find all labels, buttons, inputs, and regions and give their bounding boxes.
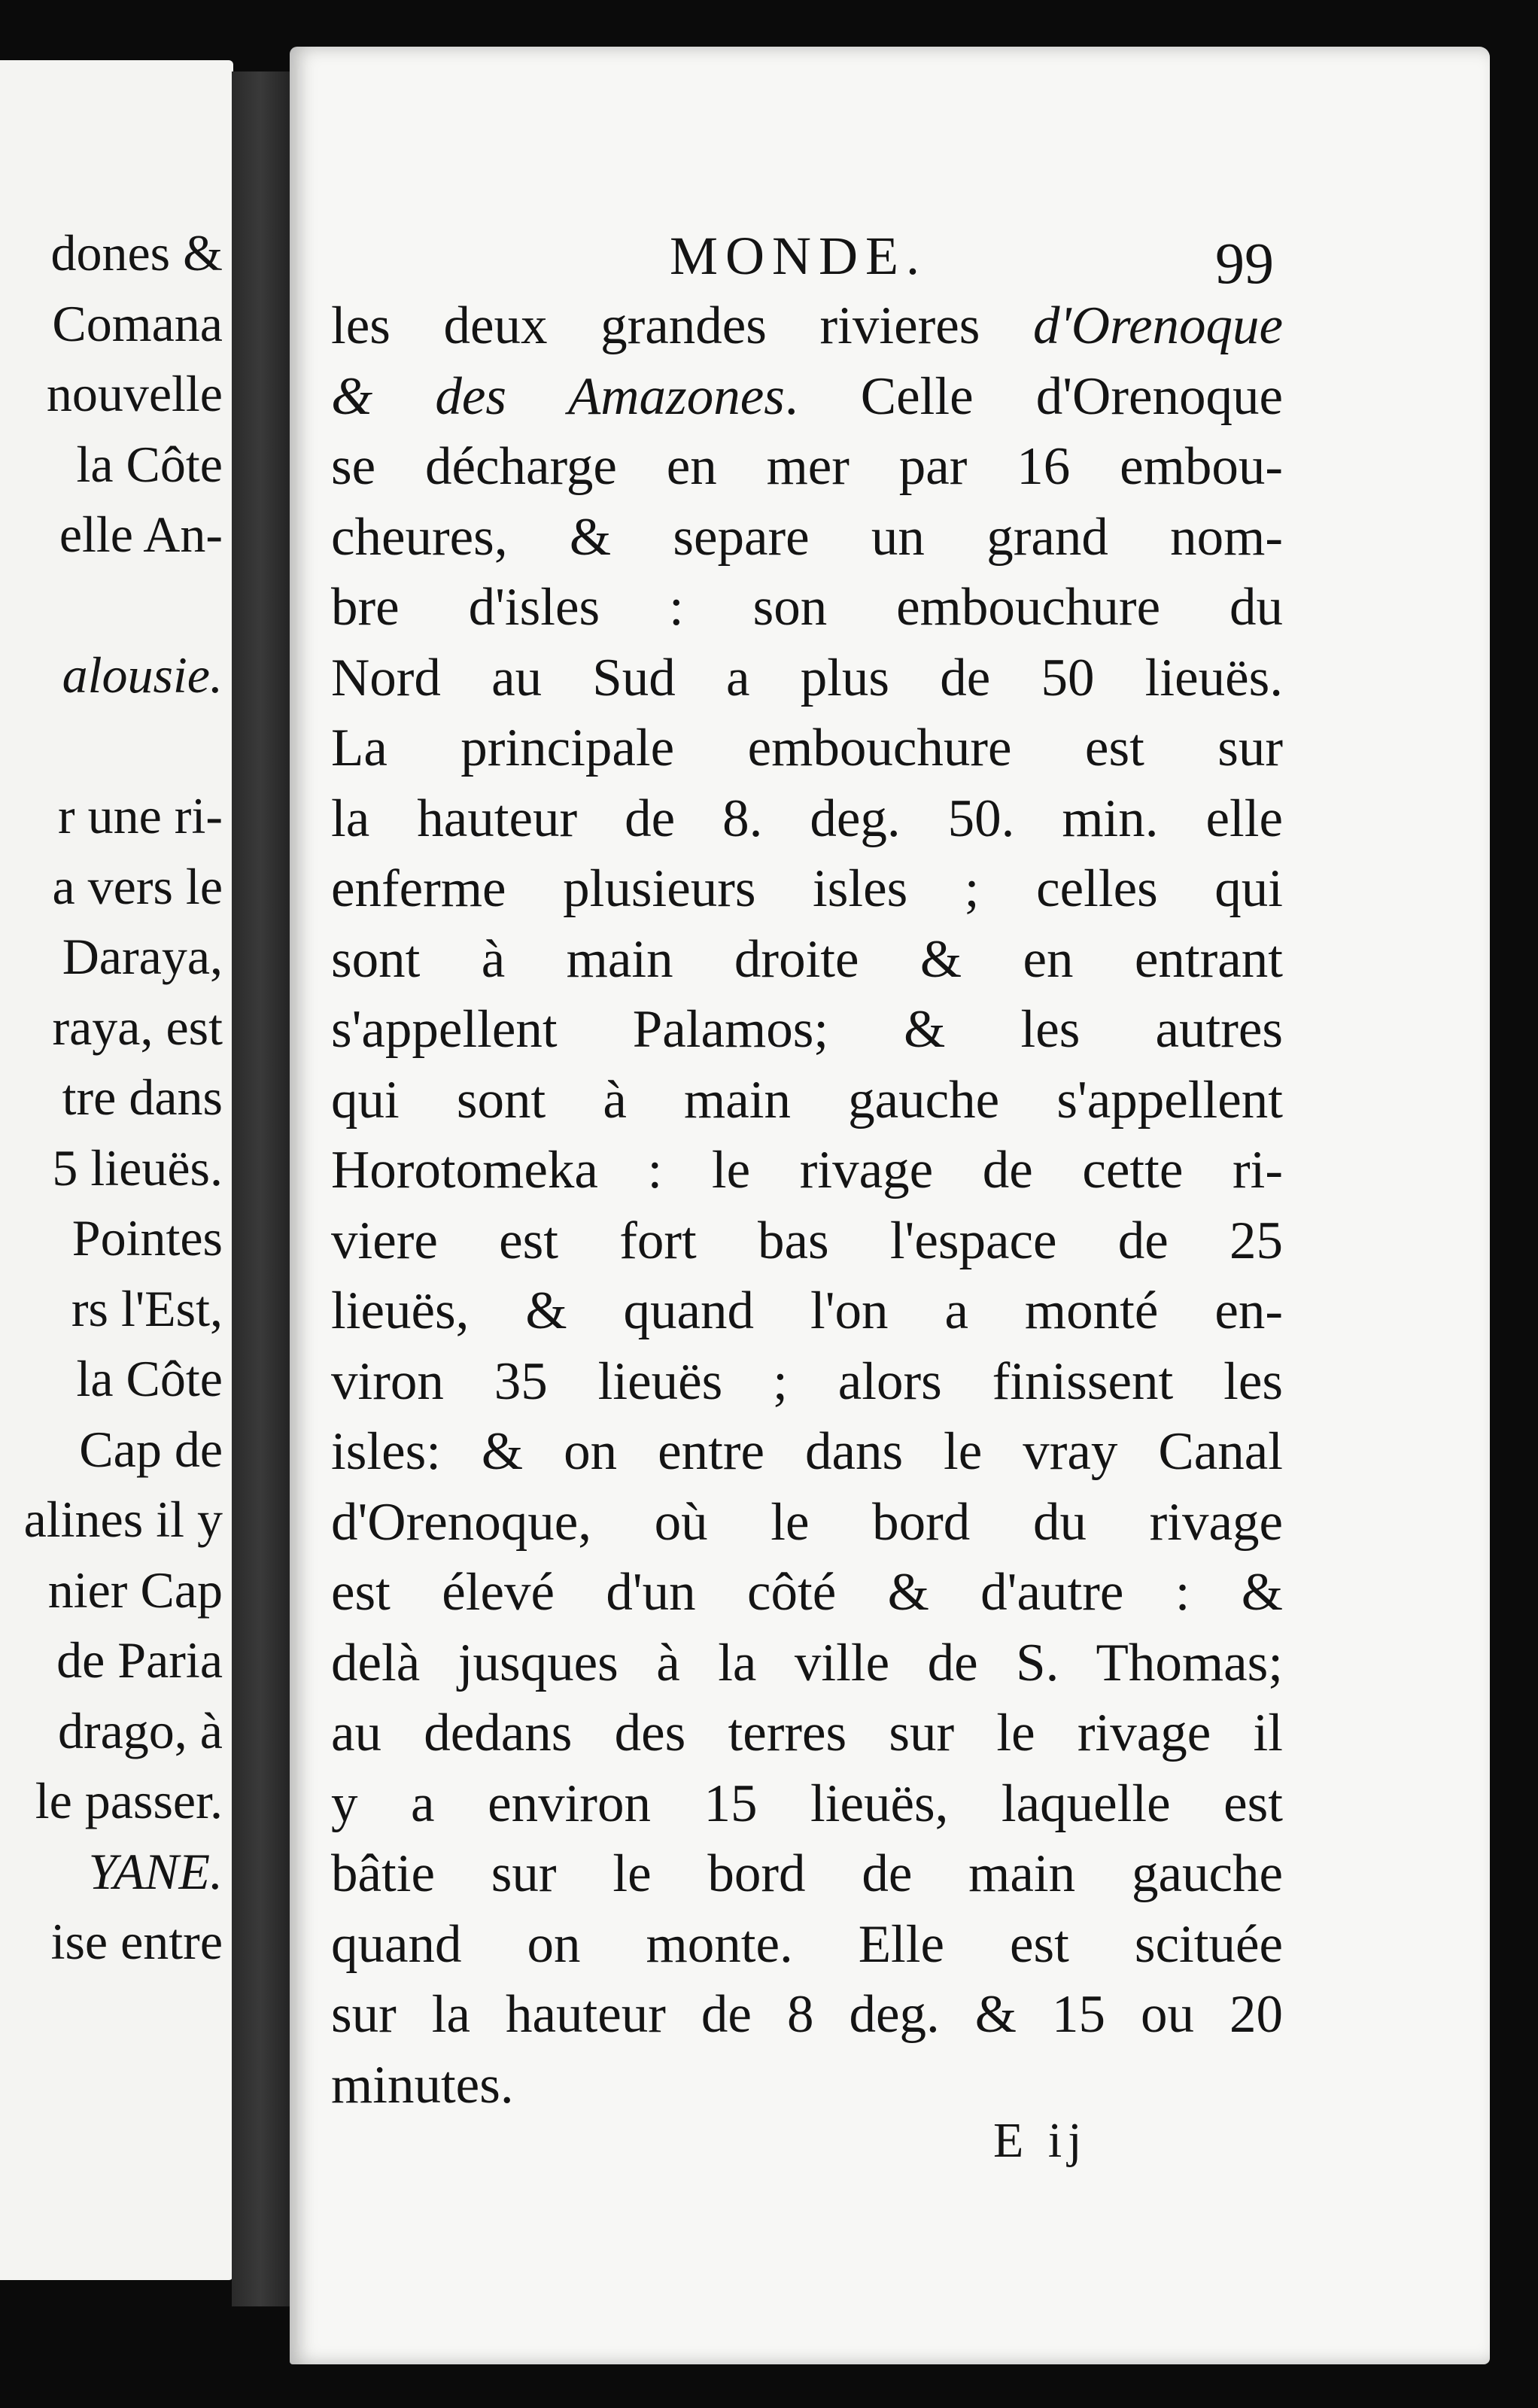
text-line (331, 432, 1283, 503)
page-number: 99 (1215, 230, 1274, 296)
text-run: viron 35 lieuës ; alors finissent les (331, 1351, 1283, 1411)
left-page-line: alousie. (62, 646, 223, 704)
left-page-line: tre dans (62, 1069, 223, 1126)
text-line (331, 1347, 1283, 1418)
text-line (331, 1698, 1283, 1769)
text-line (331, 784, 1283, 855)
text-run: au dedans des terres sur le rivage il (331, 1704, 1283, 1762)
left-page-text (24, 218, 223, 1978)
left-page-line: drago, à (57, 1701, 223, 1759)
text-run: cheures, & separe un grand nom- (331, 507, 1283, 567)
left-facing-page (0, 60, 233, 2280)
text-line (331, 1558, 1283, 1628)
right-page (290, 47, 1490, 2364)
left-page-line: rs l'Est, (71, 1279, 223, 1337)
text-run: quand on monte. Elle est scituée (331, 1914, 1283, 1974)
text-run: sur la hauteur de 8 deg. & 15 ou 20 (331, 1985, 1283, 2044)
text-line (331, 1769, 1283, 1840)
text-line (331, 713, 1283, 784)
text-run: sont à main droite & en entrant (331, 929, 1283, 989)
text-run: Horotomeka : le rivage de cette ri- (331, 1141, 1283, 1199)
text-line (331, 925, 1283, 996)
signature-mark: E ij (993, 2113, 1088, 2168)
text-line (331, 1980, 1283, 2051)
text-run: delà jusques à la ville de S. Thomas; (331, 1633, 1283, 1692)
text-line (331, 643, 1283, 714)
text-run: la hauteur de 8. deg. 50. min. elle (331, 789, 1283, 848)
running-head: MONDE. (670, 226, 927, 286)
text-line (331, 1136, 1283, 1206)
text-run: y a environ 15 lieuës, laquelle est (331, 1774, 1283, 1833)
left-page-line: Cap de (79, 1420, 223, 1478)
left-page-line: Pointes (71, 1209, 223, 1266)
text-run: se décharge en mer par 16 embou- (331, 437, 1283, 496)
text-run: lieuës, & quand l'on a monté en- (331, 1282, 1283, 1340)
text-line (331, 1066, 1283, 1136)
text-run: isles: & on entre dans le vray Canal (331, 1422, 1283, 1481)
text-run: enferme plusieurs isles ; celles qui (331, 859, 1283, 918)
text-line (331, 1276, 1283, 1347)
left-page-line (24, 570, 223, 641)
text-run: d'Orenoque (1033, 296, 1283, 355)
text-run: minutes. (331, 2055, 514, 2115)
text-line (331, 854, 1283, 925)
left-page-line: Daraya, (62, 928, 223, 985)
text-line (331, 1488, 1283, 1558)
text-run: . Celle d'Orenoque (784, 366, 1283, 426)
text-line (331, 995, 1283, 1066)
text-line (331, 291, 1283, 362)
page-header (290, 193, 1290, 296)
left-page-line: le passer. (35, 1772, 223, 1829)
text-line (331, 1839, 1283, 1910)
text-line (331, 2051, 1283, 2121)
text-run: est élevé d'un côté & d'autre : & (331, 1563, 1283, 1622)
body-text (331, 291, 1283, 2121)
text-run: & des Amazones (331, 366, 785, 426)
text-run: Nord au Sud a plus de 50 lieuës. (331, 648, 1283, 707)
text-line (331, 1628, 1283, 1699)
text-run: viere est fort bas l'espace de 25 (331, 1211, 1283, 1270)
left-page-line: nouvelle (46, 365, 223, 422)
text-run: qui sont à main gauche s'appellent (331, 1070, 1283, 1130)
left-page-line: dones & (50, 224, 223, 281)
text-line (331, 1417, 1283, 1488)
text-run: d'Orenoque, où le bord du rivage (331, 1492, 1283, 1552)
left-page-line: elle An- (59, 506, 223, 563)
left-page-line: alines il y (23, 1491, 223, 1548)
left-page-line: a vers le (52, 857, 223, 915)
left-page-line: la Côte (76, 435, 223, 493)
text-line (331, 573, 1283, 643)
left-page-line: raya, est (52, 998, 223, 1056)
left-page-line: de Paria (56, 1631, 223, 1689)
text-line (331, 1206, 1283, 1277)
text-run: La principale embouchure est sur (331, 719, 1283, 777)
text-line (331, 1910, 1283, 1981)
left-page-line: r une ri- (57, 787, 223, 844)
text-run: les deux grandes rivieres (331, 296, 1034, 355)
left-page-line: nier Cap (47, 1561, 223, 1619)
left-page-line (24, 711, 223, 782)
left-page-line: Comana (52, 294, 223, 352)
text-line (331, 362, 1283, 433)
left-page-line: 5 lieuës. (52, 1139, 223, 1196)
left-page-line: la Côte (76, 1350, 223, 1407)
text-run: s'appellent Palamos; & les autres (331, 1000, 1283, 1059)
text-run: bre d'isles : son embouchure du (331, 578, 1283, 637)
text-run: bâtie sur le bord de main gauche (331, 1844, 1283, 1903)
text-line (331, 503, 1283, 573)
left-page-line: YANE. (88, 1842, 223, 1900)
left-page-line: ise entre (50, 1913, 223, 1970)
